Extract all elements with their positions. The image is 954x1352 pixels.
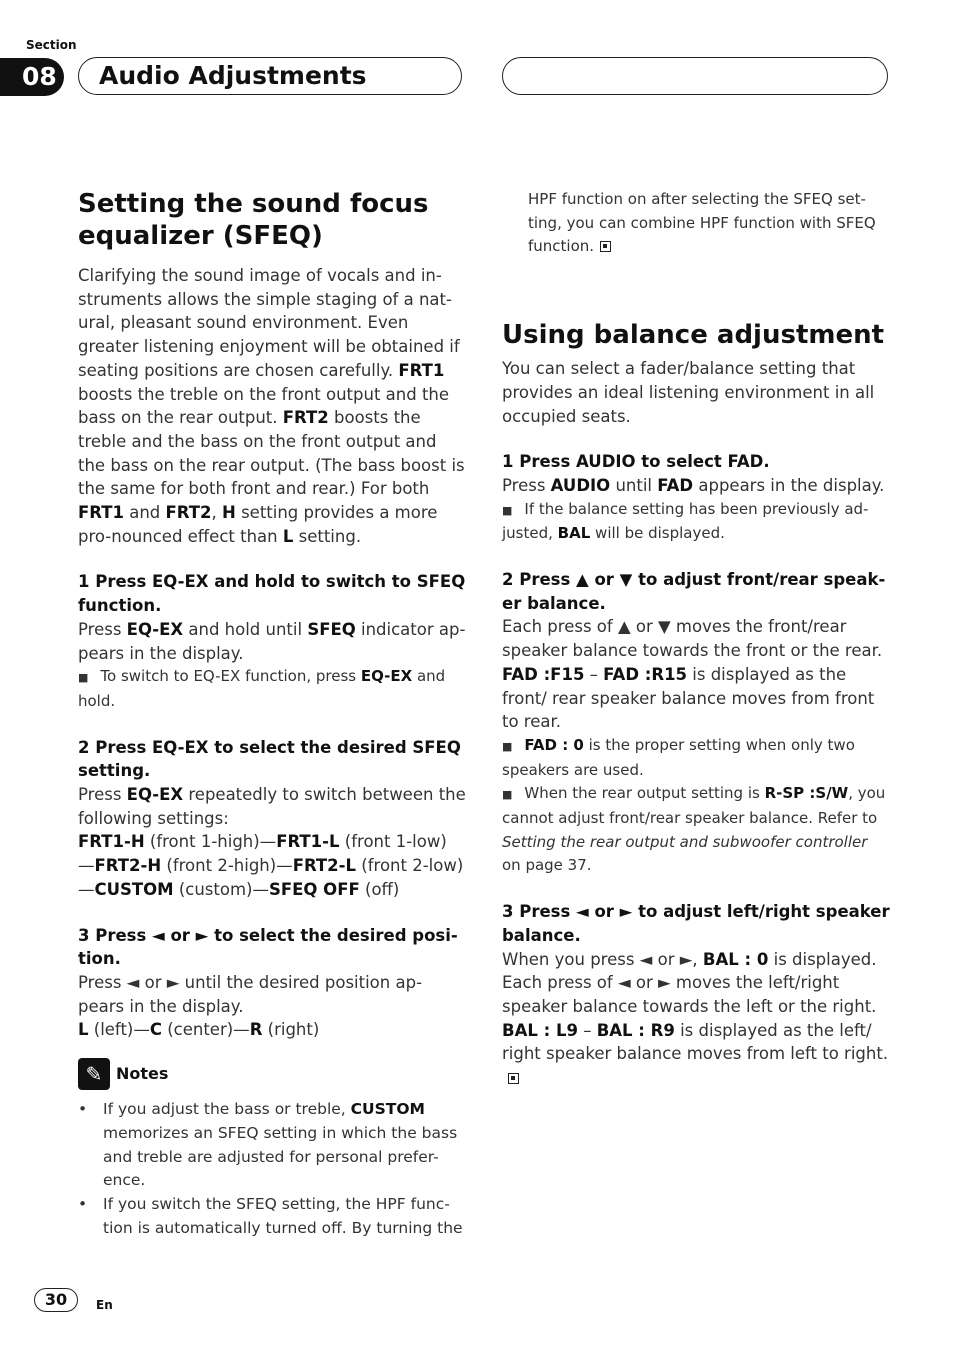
balance-step3-title: 3 Press ◄ or ► to adjust left/right speaker balance. [502,902,890,945]
pencil-note-icon: ✎ [78,1058,110,1090]
chapter-title-box [78,57,462,95]
sfeq-intro: Clarifying the sound image of vocals and in-struments allows the simple staging of a nat-ural, pleasant sound environment. Even greater listening enjoyment will be obtained if seating positions are chosen carefully. FRT1 boosts the treble on the front output and the bass on the rear output. FRT2 boosts the treble and the bass on the front output and the bass on the rear output. (The bass boost is the same for both front and rear.) For both FRT1 and FRT2, H setting provides a more pro-nounced effect than L setting. [78,266,465,546]
balance-step2-note1-text: FAD : 0 is the proper setting when only two speakers are used. [502,735,855,779]
section-number: 08 [0,58,64,96]
right-column [502,188,890,1090]
end-mark-icon [508,1073,519,1084]
sfeq-step1-note [78,665,466,713]
balance-intro: You can select a fader/balance setting that provides an ideal listening environment in all occupied seats. [502,359,875,426]
notes-label: Notes [116,1064,169,1084]
empty-header-box [502,57,888,95]
continuation-text: HPF function on after selecting the SFEQ set-ting, you can combine HPF function with SFEQ function. [528,190,876,256]
sfeq-step1-body: Press EQ-EX and hold until SFEQ indicator ap-pears in the display. [78,619,466,663]
sfeq-step1-title: 1 Press EQ-EX and hold to switch to SFEQ function. [78,572,466,616]
balance-step3-body-text: When you press ◄ or ►, BAL : 0 is displayed. Each press of ◄ or ► moves the left/right speaker balance towards the left or the right. BAL : L9 – BAL : R9 is displayed as the left/ right speaker balance moves from left to right. [502,949,889,1064]
page-number: 30 [34,1288,78,1312]
square-bullet-icon: ■ [502,788,513,802]
balance-step2-note1 [502,734,890,782]
sfeq-step2-title: 2 Press EQ-EX to select the desired SFEQ setting. [78,737,461,781]
note-item: • If you adjust the bass or treble, CUSTOM memorizes an SFEQ setting in which the bass and treble are adjusted for personal prefer-ence. [78,1098,466,1193]
sfeq-step1-note-text: To switch to EQ-EX function, press EQ-EX and hold. [78,667,446,710]
balance-step2-note2 [502,782,890,878]
end-mark-icon [600,241,611,252]
sfeq-step3-body: Press ◄ or ► until the desired position ap-pears in the display. [78,972,423,1016]
notes-header [78,1058,466,1090]
balance-step1-note-text: If the balance setting has been previously ad-justed, BAL will be displayed. [502,499,869,543]
section-label: Section [26,38,77,52]
sfeq-note-continuation [502,188,890,259]
sfeq-step3-title: 3 Press ◄ or ► to select the desired posi-tion. [78,925,458,969]
balance-step1-body: Press AUDIO until FAD appears in the display. [502,475,885,495]
balance-heading: Using balance adjustment [502,320,885,351]
sfeq-step2-list: FRT1-H (front 1-high)—FRT1-L (front 1-low) —FRT2-H (front 2-high)—FRT2-L (front 2-low) —CUSTOM (custom)—SFEQ OFF (off) [78,832,464,899]
square-bullet-icon: ■ [78,671,89,685]
note-item: • If you switch the SFEQ setting, the HPF func-tion is automatically turned off. By turning the [78,1193,466,1240]
sfeq-heading: Setting the sound focus equalizer (SFEQ) [78,189,429,251]
balance-step2-note2-text: When the rear output setting is R-SP :S/W, you cannot adjust front/rear speaker balance. Refer to Setting the rear output and subwoofer controller on page 37. [502,784,886,875]
square-bullet-icon: ■ [502,503,513,517]
notes-list [78,1098,466,1240]
square-bullet-icon: ■ [502,739,513,753]
sfeq-step2-body: Press EQ-EX repeatedly to switch between the following settings: [78,785,466,828]
balance-step2-body: Each press of ▲ or ▼ moves the front/rear speaker balance towards the front or the rear. FAD :F15 – FAD :R15 is displayed as the front/ rear speaker balance moves from front to rear. [502,617,883,732]
sfeq-step3-list: L (left)—C (center)—R (right) [78,1020,320,1040]
balance-step2-title: 2 Press ▲ or ▼ to adjust front/rear speak-er balance. [502,570,886,613]
balance-step3-body [502,948,890,1090]
chapter-title: Audio Adjustments [99,61,367,90]
balance-step1-note [502,498,890,546]
language-label: En [96,1298,113,1312]
balance-step1-title: 1 Press AUDIO to select FAD. [502,452,770,472]
left-column [78,188,466,1240]
